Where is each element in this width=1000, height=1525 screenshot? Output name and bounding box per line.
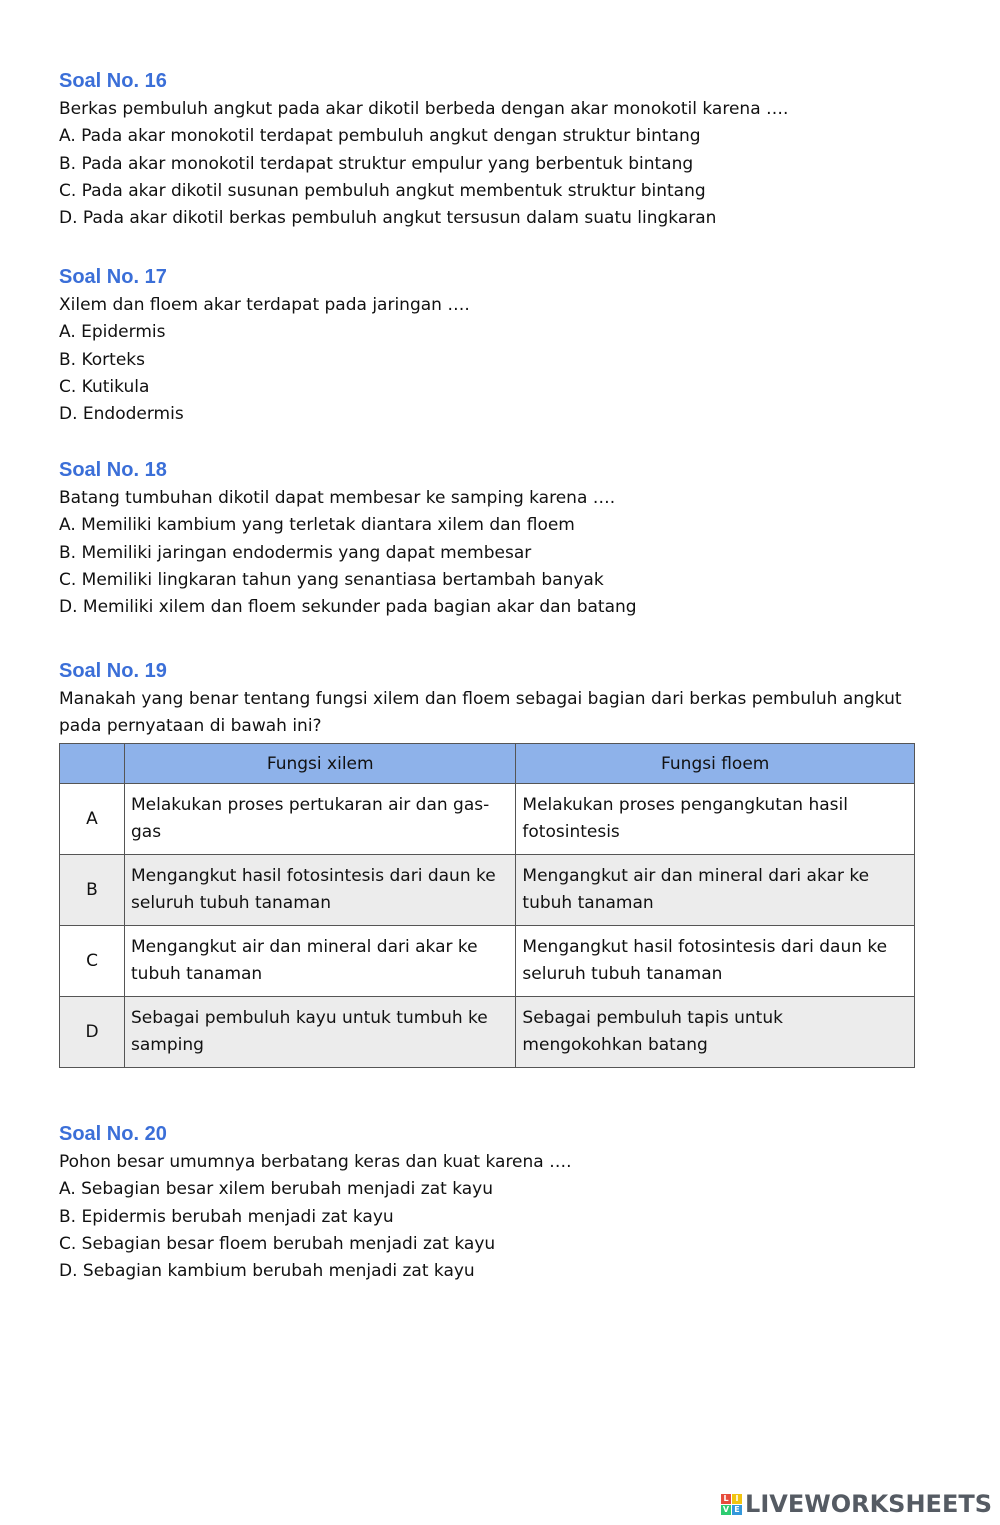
icon-tile: V	[722, 1504, 730, 1514]
question-title: Soal No. 16	[59, 70, 167, 92]
option-d: D. Endodermis	[59, 404, 184, 425]
cell-floem: Melakukan proses pengangkutan hasil fotosintesis	[516, 784, 915, 855]
cell-xilem: Sebagai pembuluh kayu untuk tumbuh ke samping	[125, 997, 516, 1068]
question-17	[59, 262, 959, 428]
cell-floem: Mengangkut air dan mineral dari akar ke tubuh tanaman	[516, 855, 915, 926]
question-18	[59, 455, 959, 621]
row-key: D	[60, 997, 125, 1068]
header-key-cell	[60, 744, 125, 784]
option-d: D. Memiliki xilem dan floem sekunder pada bagian akar dan batang	[59, 597, 637, 618]
option-b: B. Pada akar monokotil terdapat struktur empulur yang berbentuk bintang	[59, 153, 694, 174]
table-header-row	[60, 744, 915, 784]
question-20	[59, 1119, 959, 1285]
brand-name: LIVEWORKSHEETS	[745, 1490, 992, 1518]
option-a: A. Memiliki kambium yang terletak diantara xilem dan floem	[59, 515, 575, 536]
option-c: C. Kutikula	[59, 376, 150, 397]
liveworksheets-icon	[721, 1494, 742, 1515]
question-title: Soal No. 17	[59, 266, 167, 288]
option-d: D. Sebagian kambium berubah menjadi zat kayu	[59, 1261, 475, 1282]
option-b: B. Epidermis berubah menjadi zat kayu	[59, 1206, 394, 1227]
cell-xilem: Mengangkut air dan mineral dari akar ke tubuh tanaman	[125, 926, 516, 997]
table-row	[60, 926, 915, 997]
option-b: B. Memiliki jaringan endodermis yang dapat membesar	[59, 542, 532, 563]
option-c: C. Pada akar dikotil susunan pembuluh angkut membentuk struktur bintang	[59, 180, 706, 201]
question-title: Soal No. 18	[59, 459, 167, 481]
cell-floem: Mengangkut hasil fotosintesis dari daun ke seluruh tubuh tanaman	[516, 926, 915, 997]
row-key: C	[60, 926, 125, 997]
liveworksheets-logo	[721, 1490, 992, 1518]
option-a: A. Epidermis	[59, 322, 166, 343]
question-title: Soal No. 20	[59, 1123, 167, 1145]
question-title: Soal No. 19	[59, 660, 167, 682]
icon-tile: L	[721, 1494, 731, 1504]
table-row	[60, 855, 915, 926]
question-stem: Xilem dan floem akar terdapat pada jaringan ….	[59, 295, 470, 315]
question-16	[59, 66, 959, 232]
table-row	[60, 784, 915, 855]
question-19	[59, 656, 959, 740]
question-stem: Pohon besar umumnya berbatang keras dan kuat karena ….	[59, 1152, 572, 1172]
cell-floem: Sebagai pembuluh tapis untuk mengokohkan batang	[516, 997, 915, 1068]
row-key: A	[60, 784, 125, 855]
header-floem: Fungsi floem	[516, 744, 915, 784]
option-d: D. Pada akar dikotil berkas pembuluh angkut tersusun dalam suatu lingkaran	[59, 208, 717, 229]
answer-options-table	[59, 743, 915, 1068]
question-stem: Manakah yang benar tentang fungsi xilem dan floem sebagai bagian dari berkas pembuluh angkut pada pernyataan di bawah ini?	[59, 689, 902, 736]
option-a: A. Pada akar monokotil terdapat pembuluh angkut dengan struktur bintang	[59, 126, 701, 147]
option-c: C. Memiliki lingkaran tahun yang senantiasa bertambah banyak	[59, 569, 604, 590]
option-a: A. Sebagian besar xilem berubah menjadi zat kayu	[59, 1179, 494, 1200]
question-stem: Berkas pembuluh angkut pada akar dikotil berbeda dengan akar monokotil karena ….	[59, 99, 789, 119]
question-stem: Batang tumbuhan dikotil dapat membesar ke samping karena ….	[59, 488, 616, 508]
row-key: B	[60, 855, 125, 926]
option-c: C. Sebagian besar floem berubah menjadi zat kayu	[59, 1233, 496, 1254]
table-row	[60, 997, 915, 1068]
icon-tile: I	[732, 1494, 742, 1504]
option-b: B. Korteks	[59, 349, 145, 370]
header-xilem: Fungsi xilem	[125, 744, 516, 784]
cell-xilem: Melakukan proses pertukaran air dan gas-gas	[125, 784, 516, 855]
cell-xilem: Mengangkut hasil fotosintesis dari daun ke seluruh tubuh tanaman	[125, 855, 516, 926]
icon-tile: E	[732, 1505, 742, 1515]
